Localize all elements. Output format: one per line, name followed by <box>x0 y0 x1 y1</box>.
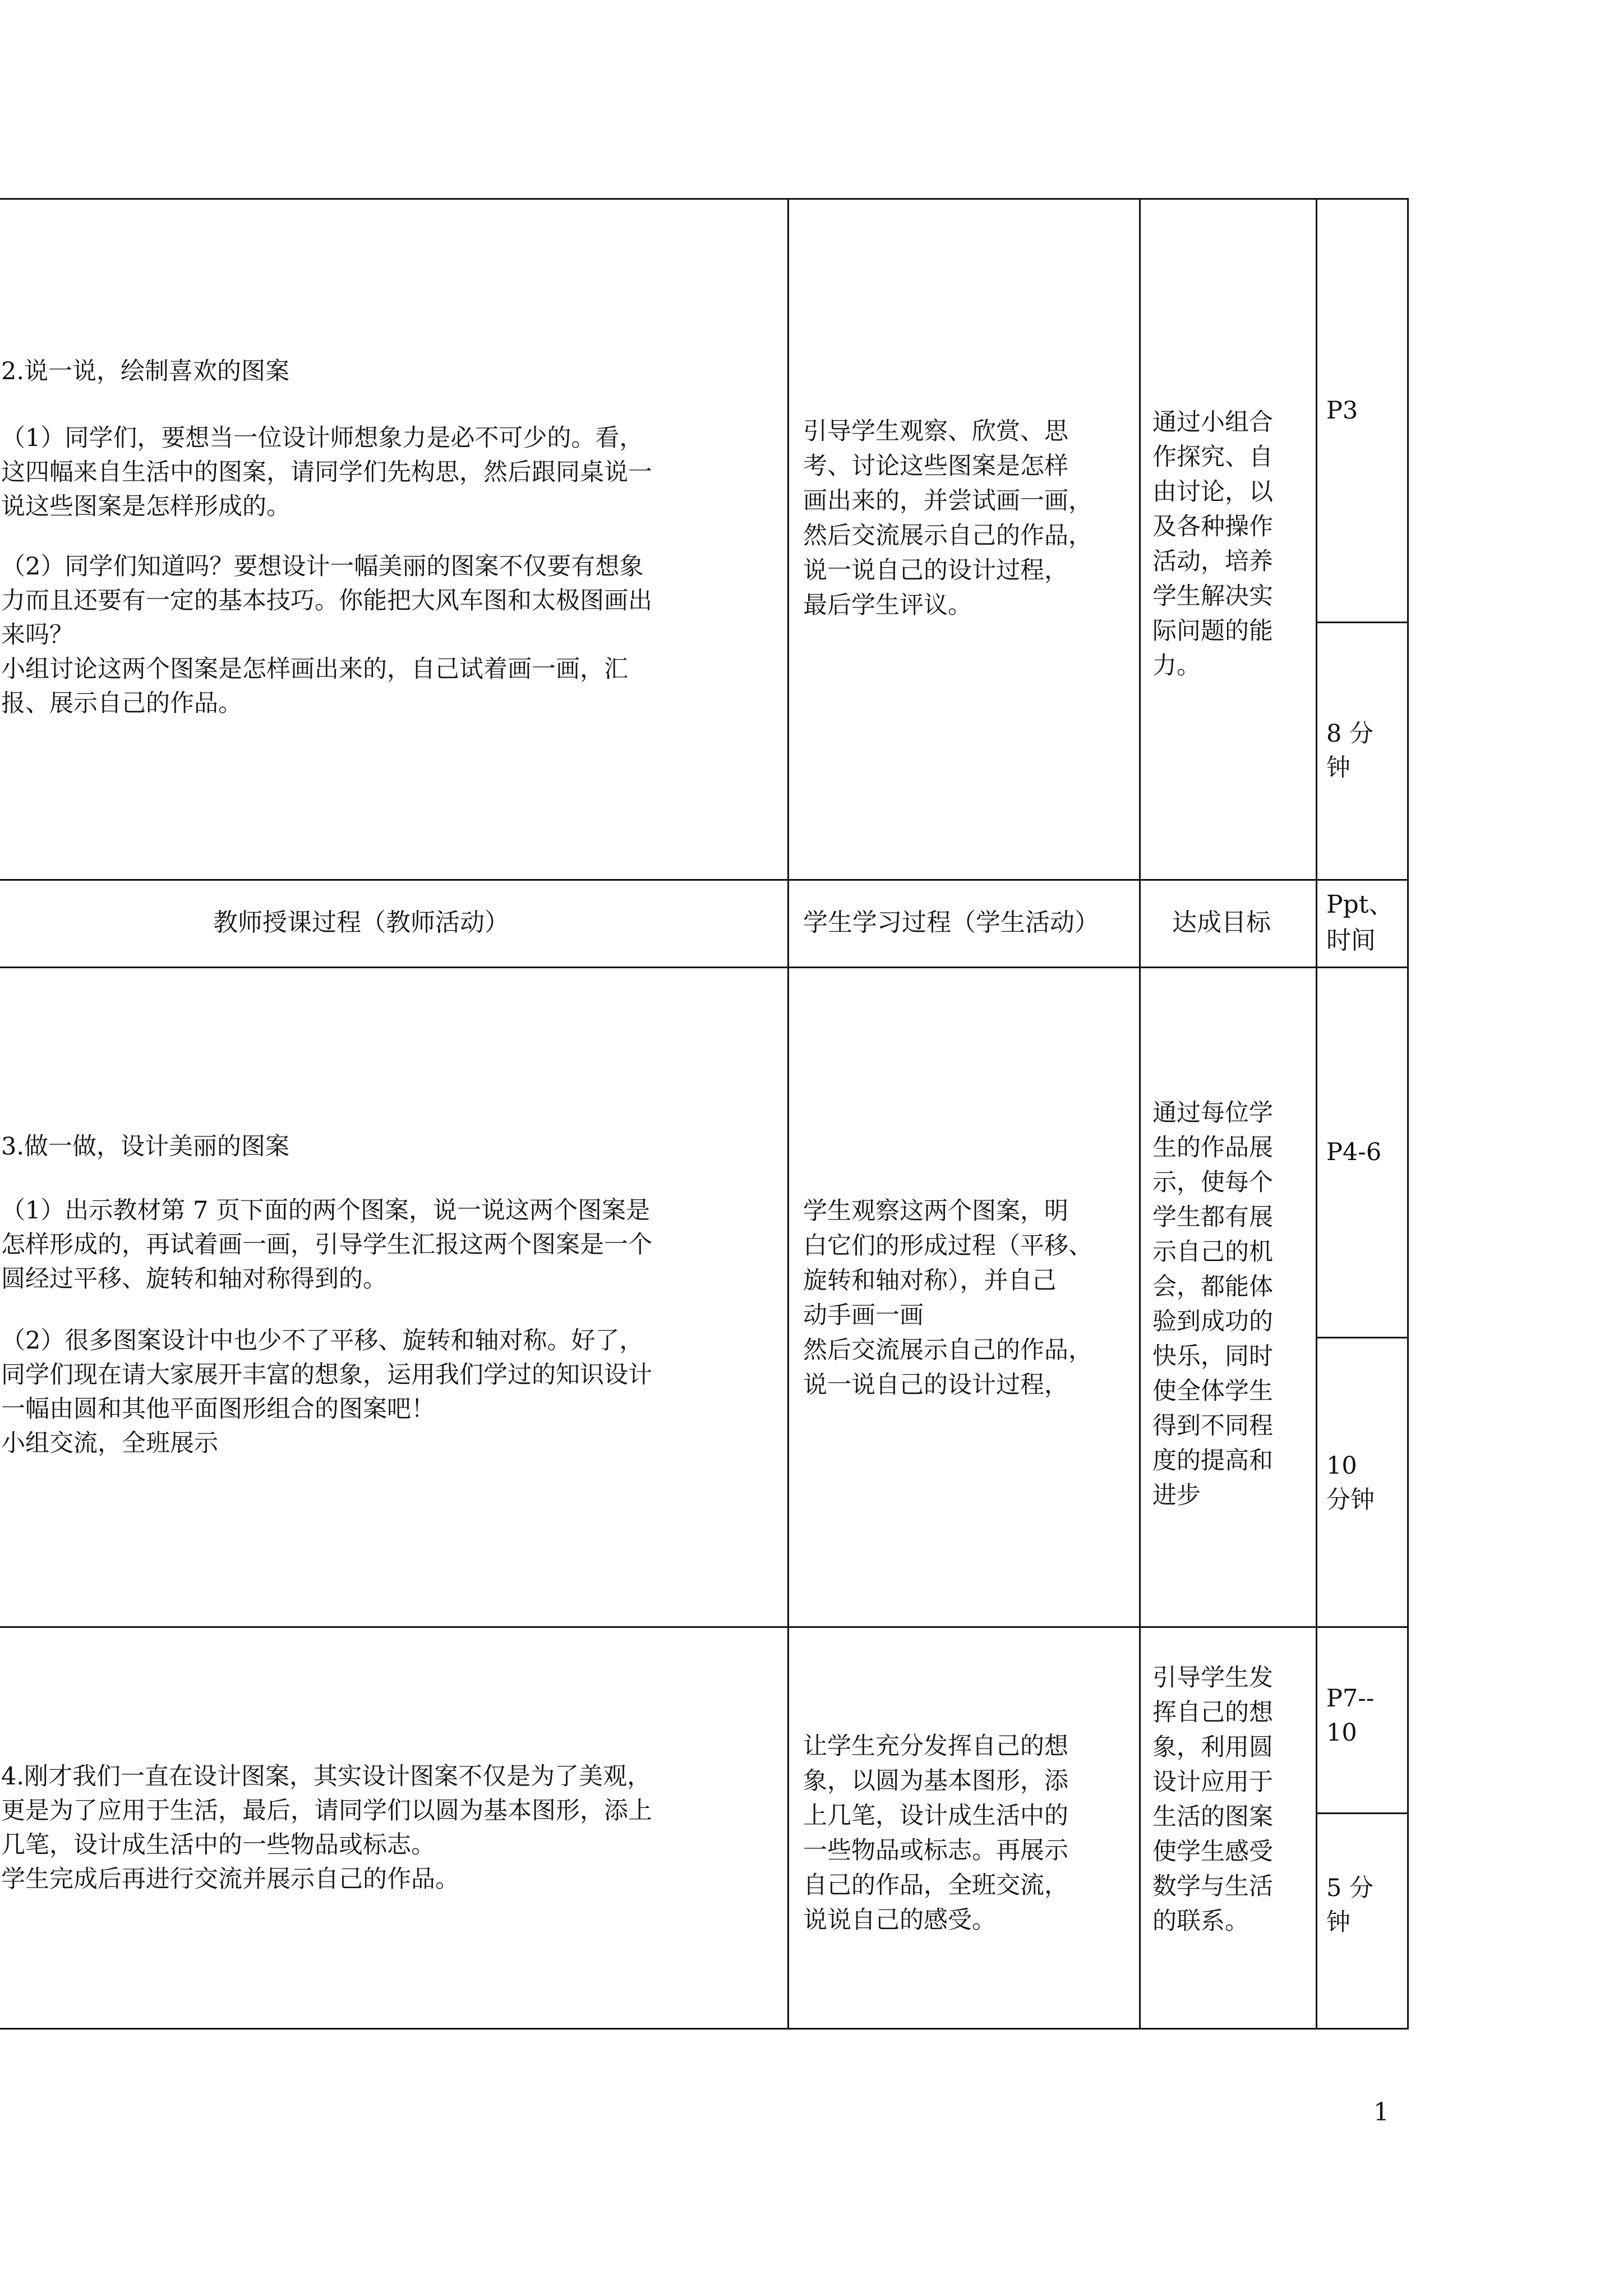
row2-goal-line: 得到不同程 <box>1152 1412 1273 1440</box>
row2-teacher-heading: 3.做一做，设计美丽的图案 <box>1 1133 290 1161</box>
row1-ppt: P3 <box>1326 397 1358 425</box>
table-border-right <box>1407 198 1409 2030</box>
row2-goal-line: 使全体学生 <box>1152 1377 1273 1405</box>
row-divider-header-top <box>0 879 1409 881</box>
row3-goal-line: 数学与生活 <box>1152 1872 1273 1901</box>
row1-goal-line: 作探究、自 <box>1152 443 1273 471</box>
row2-student-line: 白它们的形成过程（平移、 <box>803 1232 1092 1260</box>
row-divider-header-bottom <box>0 967 1409 968</box>
column-divider-2 <box>1139 198 1141 2030</box>
header-student: 学生学习过程（学生活动） <box>803 908 1099 937</box>
row3-teacher-line: 4.刚才我们一直在设计图案，其实设计图案不仅是为了美观， <box>1 1763 652 1791</box>
row2-goal-line: 学生都有展 <box>1152 1203 1273 1231</box>
row2-ppt: P4-6 <box>1326 1138 1382 1166</box>
row3-teacher-line: 学生完成后再进行交流并展示自己的作品。 <box>1 1865 459 1893</box>
row2-student-line: 动手画一画 <box>803 1301 924 1329</box>
row1-teacher-line: 这四幅来自生活中的图案，请同学们先构思，然后跟同桌说一 <box>1 458 652 486</box>
row3-goal-line: 生活的图案 <box>1152 1803 1273 1831</box>
row1-goal-line: 由讨论，以 <box>1152 478 1273 506</box>
row3-teacher-line: 几笔，设计成生活中的一些物品或标志。 <box>1 1831 435 1859</box>
row2-teacher-line: （2）很多图案设计中也少不了平移、旋转和轴对称。好了， <box>1 1327 644 1355</box>
row3-student-line: 象，以圆为基本图形，添 <box>803 1767 1068 1795</box>
row2-student-line: 然后交流展示自己的作品， <box>803 1336 1092 1364</box>
row2-goal-line: 快乐，同时 <box>1152 1342 1273 1370</box>
row1-student-line: 说一说自己的设计过程， <box>803 556 1068 585</box>
table-border-top <box>0 198 1409 200</box>
row2-goal-line: 验到成功的 <box>1152 1308 1273 1336</box>
row2-student-line: 旋转和轴对称），并自己 <box>803 1267 1057 1295</box>
row3-student-line: 上几笔，设计成生活中的 <box>803 1802 1068 1830</box>
row3-ppt-line: 10 <box>1326 1719 1357 1747</box>
row2-time-line: 10 <box>1326 1452 1357 1480</box>
row1-teacher-line: 小组讨论这两个图案是怎样画出来的，自己试着画一画，汇 <box>1 655 628 683</box>
row3-student-line: 说说自己的感受。 <box>803 1906 996 1934</box>
row2-teacher-line: 同学们现在请大家展开丰富的想象，运用我们学过的知识设计 <box>1 1361 652 1389</box>
row1-teacher-line: （1）同学们，要想当一位设计师想象力是必不可少的。看， <box>1 424 644 452</box>
row1-teacher-line: 报、展示自己的作品。 <box>1 689 242 717</box>
ppt-time-divider-2 <box>1316 1337 1409 1338</box>
row1-student-line: 然后交流展示自己的作品， <box>803 522 1092 550</box>
row3-goal-line: 的联系。 <box>1152 1907 1249 1935</box>
row1-goal-line: 学生解决实 <box>1152 582 1273 610</box>
row2-goal-line: 生的作品展 <box>1152 1134 1273 1162</box>
row1-goal-line: 通过小组合 <box>1152 408 1273 436</box>
row1-goal-line: 际问题的能 <box>1152 617 1273 645</box>
row3-goal-line: 象，利用圆 <box>1152 1733 1273 1761</box>
column-divider-1 <box>787 198 789 2030</box>
row2-student-line: 学生观察这两个图案，明 <box>803 1197 1068 1225</box>
row1-teacher-line: （2）同学们知道吗？要想设计一幅美丽的图案不仅要有想象 <box>1 553 644 581</box>
table-border-bottom <box>0 2028 1409 2030</box>
row3-student-line: 让学生充分发挥自己的想 <box>803 1732 1068 1760</box>
row2-goal-line: 会，都能体 <box>1152 1273 1273 1301</box>
row2-goal-line: 示，使每个 <box>1152 1168 1273 1197</box>
row1-teacher-line: 力而且还要有一定的基本技巧。你能把大风车图和太极图画出 <box>1 587 652 615</box>
row2-teacher-line: （1）出示教材第 7 页下面的两个图案，说一说这两个图案是 <box>1 1197 651 1225</box>
row1-student-line: 最后学生评议。 <box>803 591 972 619</box>
header-teacher: 教师授课过程（教师活动） <box>213 908 509 937</box>
row3-teacher-line: 更是为了应用于生活，最后，请同学们以圆为基本图形，添上 <box>1 1797 652 1825</box>
row2-student-line: 说一说自己的设计过程， <box>803 1371 1068 1399</box>
row2-teacher-line: 怎样形成的，再试着画一画，引导学生汇报这两个图案是一个 <box>1 1231 652 1259</box>
row3-student-line: 一些物品或标志。再展示 <box>803 1837 1068 1865</box>
row1-time-line: 钟 <box>1326 754 1350 782</box>
row3-goal-line: 引导学生发 <box>1152 1664 1273 1692</box>
row1-time-line: 8 分 <box>1326 720 1374 748</box>
header-ppt-time: Ppt、 <box>1326 890 1394 919</box>
row1-goal-line: 及各种操作 <box>1152 513 1273 541</box>
row3-goal-line: 挥自己的想 <box>1152 1699 1273 1727</box>
row2-teacher-line: 小组交流，全班展示 <box>1 1429 218 1457</box>
row2-goal-line: 示自己的机 <box>1152 1238 1273 1266</box>
row2-teacher-line: 圆经过平移、旋转和轴对称得到的。 <box>1 1265 387 1293</box>
row1-teacher-line: 来吗？ <box>1 621 73 649</box>
row1-goal-line: 力。 <box>1152 652 1201 680</box>
column-divider-3 <box>1316 198 1317 2030</box>
row1-teacher-line: 说这些图案是怎样形成的。 <box>1 493 291 521</box>
row2-time-line: 分钟 <box>1326 1486 1375 1514</box>
row1-student-line: 考、讨论这些图案是怎样 <box>803 452 1068 480</box>
header-ppt-time: 时间 <box>1326 926 1376 955</box>
row3-student-line: 自己的作品，全班交流， <box>803 1871 1068 1899</box>
row2-goal-line: 通过每位学 <box>1152 1099 1273 1127</box>
row1-student-line: 画出来的，并尝试画一画， <box>803 487 1092 515</box>
row3-time-line: 5 分 <box>1326 1874 1374 1902</box>
row3-goal-line: 使学生感受 <box>1152 1838 1273 1866</box>
header-goal: 达成目标 <box>1172 908 1271 937</box>
ppt-time-divider-1 <box>1316 622 1409 623</box>
row-divider-3 <box>0 1626 1409 1628</box>
row1-teacher-heading: 2.说一说，绘制喜欢的图案 <box>1 357 290 385</box>
row2-goal-line: 进步 <box>1152 1481 1201 1510</box>
page-number: 1 <box>1373 2098 1389 2127</box>
row2-teacher-line: 一幅由圆和其他平面图形组合的图案吧！ <box>1 1395 435 1423</box>
ppt-time-divider-3 <box>1316 1812 1409 1814</box>
row1-student-line: 引导学生观察、欣赏、思 <box>803 417 1068 445</box>
row2-goal-line: 度的提高和 <box>1152 1447 1273 1475</box>
row1-goal-line: 活动，培养 <box>1152 547 1273 576</box>
row3-goal-line: 设计应用于 <box>1152 1768 1273 1796</box>
row3-ppt-line: P7-- <box>1326 1685 1375 1713</box>
row3-time-line: 钟 <box>1326 1908 1350 1936</box>
